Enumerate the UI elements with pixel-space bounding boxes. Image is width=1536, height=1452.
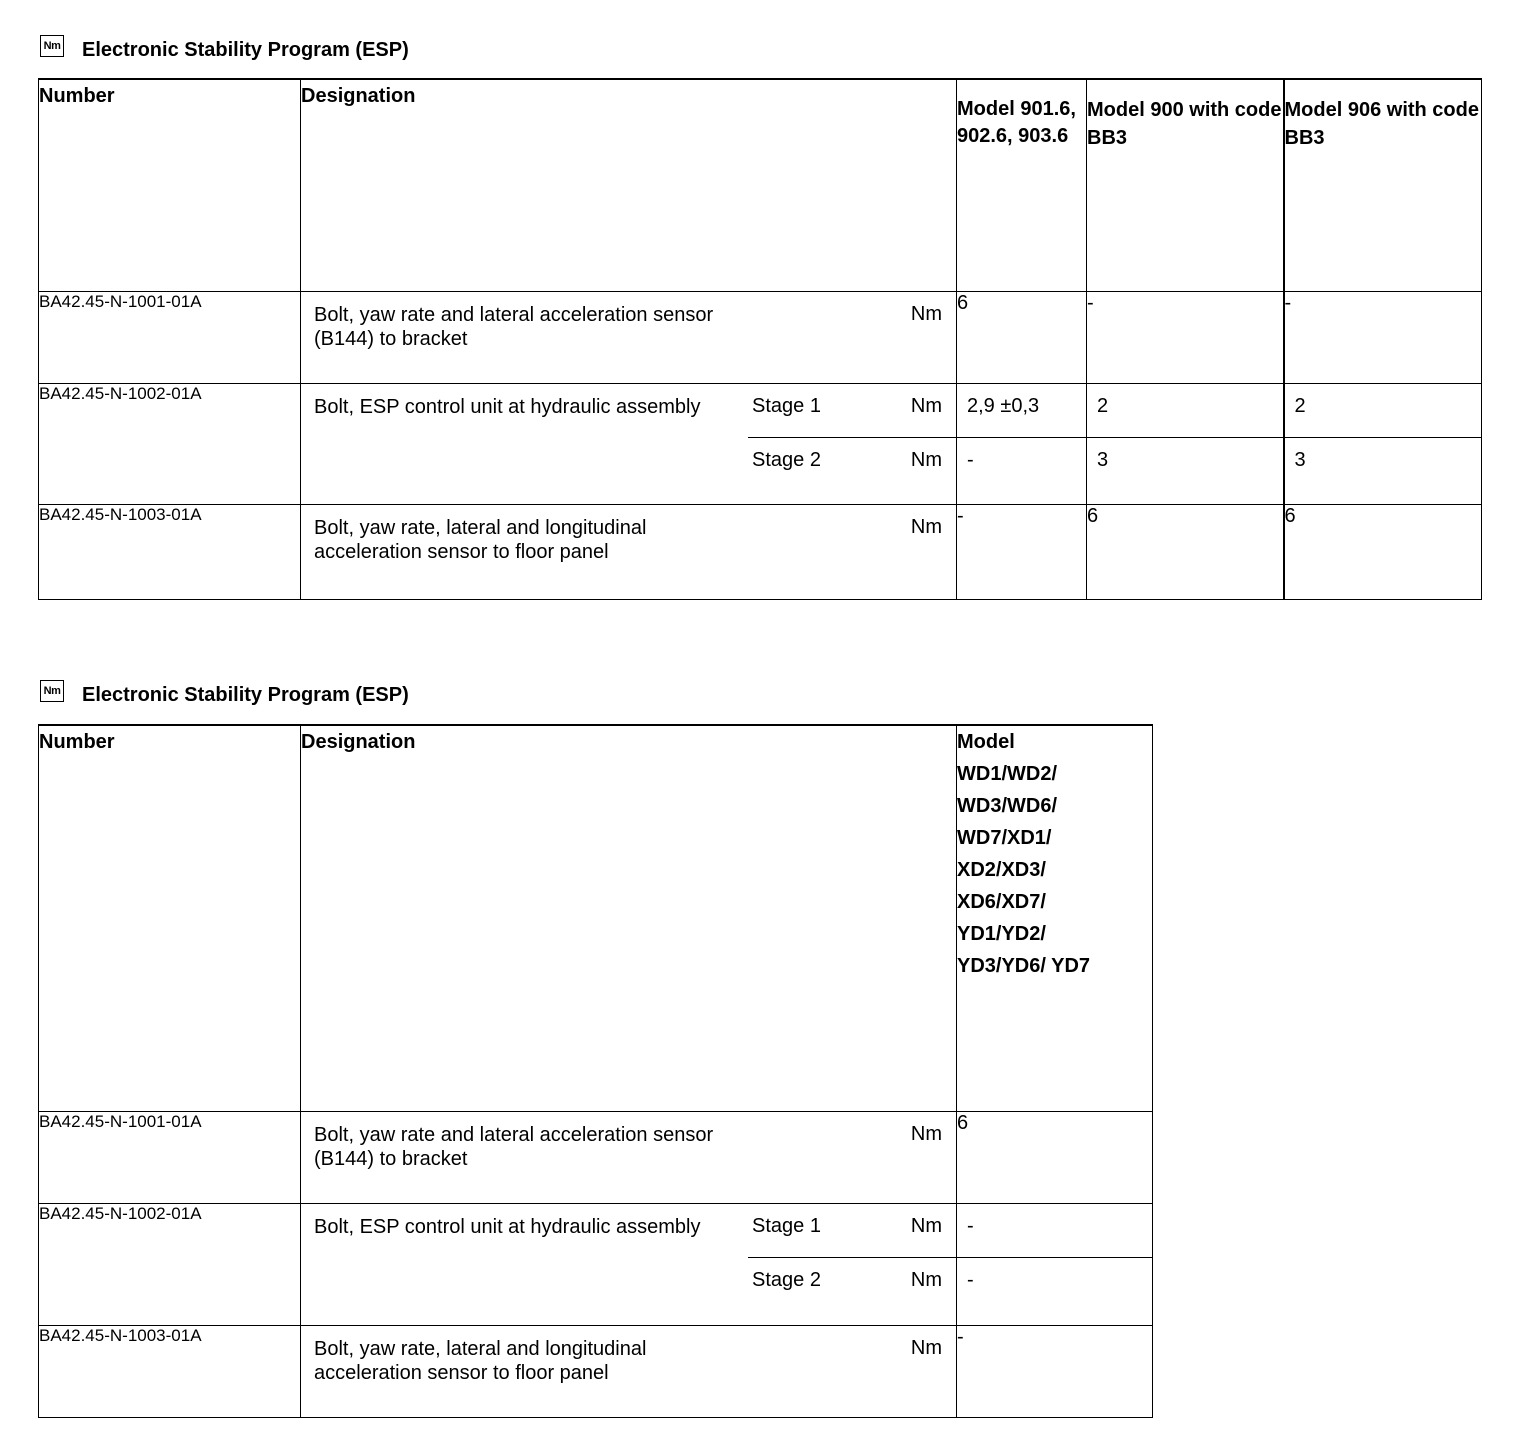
row-number: BA42.45-N-1003-01A [39, 504, 301, 599]
row-designation [301, 1325, 957, 1417]
designation-text: Bolt, yaw rate and lateral acceleration sensor (B144) to bracket [314, 1123, 714, 1170]
header-model-3: Model 906 with code BB3 [1284, 79, 1482, 291]
table-row [39, 1203, 1153, 1325]
torque-table-1 [38, 78, 1482, 600]
section-2-heading [40, 680, 409, 710]
unit-label: Nm [910, 1122, 942, 1145]
header-model-1: Model WD1/WD2/ WD3/WD6/ WD7/XD1/ XD2/XD3/ XD6/XD7/ YD1/YD2/ YD3/YD6/ YD7 [957, 725, 1153, 1111]
row-number: BA42.45-N-1001-01A [39, 291, 301, 383]
unit-label: Nm [910, 1214, 942, 1237]
designation-text: Bolt, yaw rate, lateral and longitudinal acceleration sensor to floor panel [314, 1337, 647, 1384]
unit-label: Nm [910, 1268, 942, 1291]
unit-label: Nm [910, 448, 942, 471]
row-designation [301, 291, 957, 383]
value-cell: 2,9 ±0,3 - [957, 383, 1087, 504]
stage-label: Stage 2 [752, 1268, 821, 1291]
row-number: BA42.45-N-1003-01A [39, 1325, 301, 1417]
header-number: Number [39, 725, 301, 1111]
value-cell: 6 [1284, 504, 1482, 599]
value-cell: 6 [957, 1111, 1153, 1203]
row-designation [301, 383, 957, 504]
table-row [39, 504, 1482, 599]
value-cell: - [957, 504, 1087, 599]
table-row [39, 291, 1482, 383]
row-number: BA42.45-N-1002-01A [39, 383, 301, 504]
designation-text: Bolt, ESP control unit at hydraulic assembly [314, 1215, 701, 1238]
unit-label: Nm [910, 1336, 942, 1359]
designation-text: Bolt, yaw rate and lateral acceleration sensor (B144) to bracket [314, 303, 714, 350]
section-2-title: Electronic Stability Program (ESP) [82, 683, 409, 706]
value-cell: 6 [957, 291, 1087, 383]
designation-text: Bolt, yaw rate, lateral and longitudinal acceleration sensor to floor panel [314, 516, 647, 563]
section-1-heading [40, 35, 409, 65]
designation-text: Bolt, ESP control unit at hydraulic assembly [314, 395, 701, 418]
stage-label: Stage 2 [752, 448, 821, 471]
table-row [39, 1111, 1153, 1203]
stage-label: Stage 1 [752, 1214, 821, 1237]
unit-label: Nm [910, 302, 942, 325]
nm-torque-icon: Nm [40, 35, 64, 57]
stage-label: Stage 1 [752, 394, 821, 417]
row-designation [301, 1203, 957, 1325]
torque-table-2 [38, 724, 1153, 1418]
nm-torque-icon: Nm [40, 680, 64, 702]
row-designation [301, 504, 957, 599]
value-cell: 6 [1087, 504, 1284, 599]
unit-label: Nm [910, 515, 942, 538]
row-number: BA42.45-N-1002-01A [39, 1203, 301, 1325]
table-row [39, 1325, 1153, 1417]
row-designation [301, 1111, 957, 1203]
row-number: BA42.45-N-1001-01A [39, 1111, 301, 1203]
value-cell: 2 3 [1087, 383, 1284, 504]
value-cell: - - [957, 1203, 1153, 1325]
unit-label: Nm [910, 394, 942, 417]
value-cell: - [957, 1325, 1153, 1417]
section-1-title: Electronic Stability Program (ESP) [82, 38, 409, 61]
header-model-2: Model 900 with code BB3 [1087, 79, 1284, 291]
header-number: Number [39, 79, 301, 291]
header-model-1: Model 901.6, 902.6, 903.6 [957, 79, 1087, 291]
value-cell: - [1087, 291, 1284, 383]
table-row [39, 383, 1482, 504]
value-cell: - [1284, 291, 1482, 383]
value-cell: 2 3 [1284, 383, 1482, 504]
header-designation: Designation [301, 79, 957, 291]
header-designation: Designation [301, 725, 957, 1111]
